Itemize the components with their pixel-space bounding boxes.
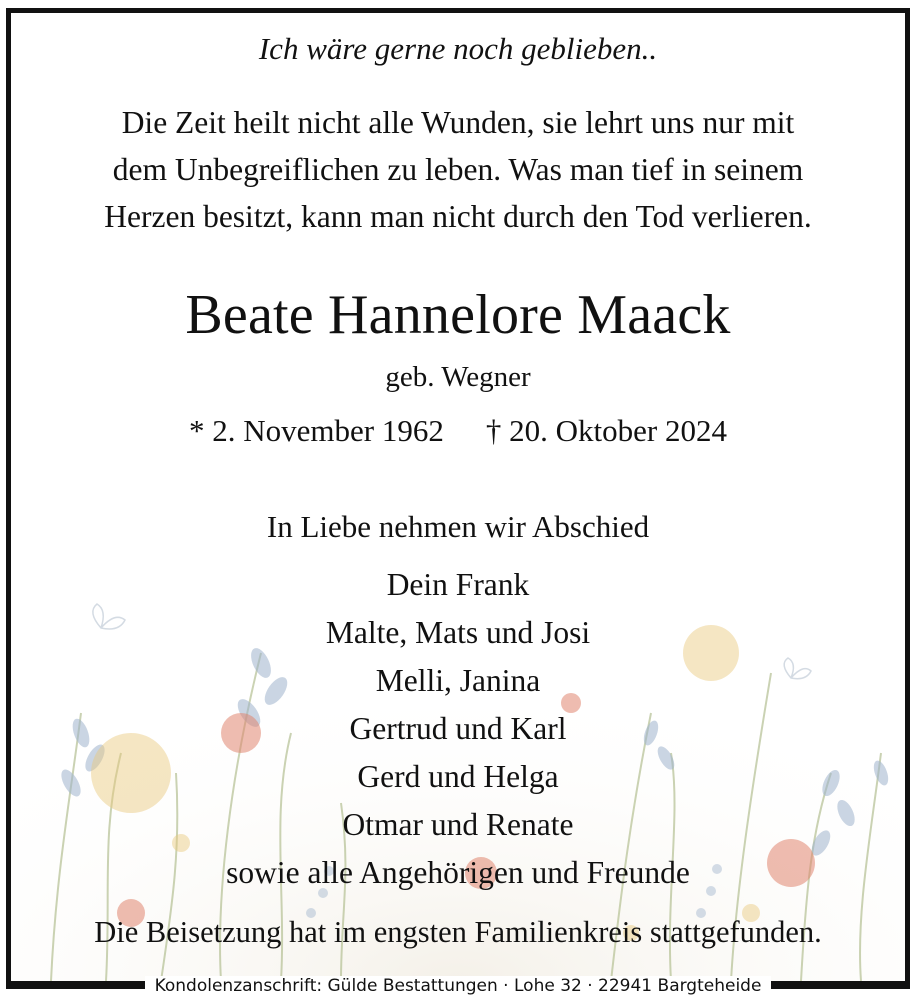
mourner-5: Gerd und Helga [357, 759, 559, 794]
mourner-7: sowie alle Angehörigen und Freunde [226, 855, 690, 890]
notice-frame [6, 8, 910, 986]
born-name: geb. Wegner [385, 361, 531, 393]
poem-line-2: dem Unbegreiflichen zu leben. Was man tief in seinem [112, 152, 804, 187]
mourner-4: Gertrud und Karl [349, 711, 567, 746]
birth-date: * 2. November 1962 [189, 413, 444, 448]
mourner-1: Dein Frank [386, 567, 530, 602]
deceased-name: Beate Hannelore Maack [185, 284, 731, 346]
mourner-3: Melli, Janina [375, 663, 541, 698]
poem-line-3: Herzen besitzt, kann man nicht durch den Tod verlieren. [104, 199, 812, 234]
burial-note: Die Beisetzung hat im engsten Familienkreis stattgefunden. [94, 915, 822, 949]
life-dates [11, 413, 905, 449]
mourner-6: Otmar und Renate [342, 807, 574, 842]
motto: Ich wäre gerne noch geblieben.. [258, 31, 658, 66]
contact-rule-left [6, 984, 145, 989]
mourner-2: Malte, Mats und Josi [325, 615, 591, 650]
farewell-text: In Liebe nehmen wir Abschied [266, 509, 650, 544]
contact-rule-right [771, 984, 910, 989]
death-date: † 20. Oktober 2024 [485, 413, 727, 448]
poem-line-1: Die Zeit heilt nicht alle Wunden, sie lehrt uns nur mit [121, 105, 795, 140]
contact-bar [6, 973, 910, 999]
condolence-address: Kondolenzanschrift: Gülde Bestattungen · Lohe 32 · 22941 Bargteheide [145, 976, 772, 996]
